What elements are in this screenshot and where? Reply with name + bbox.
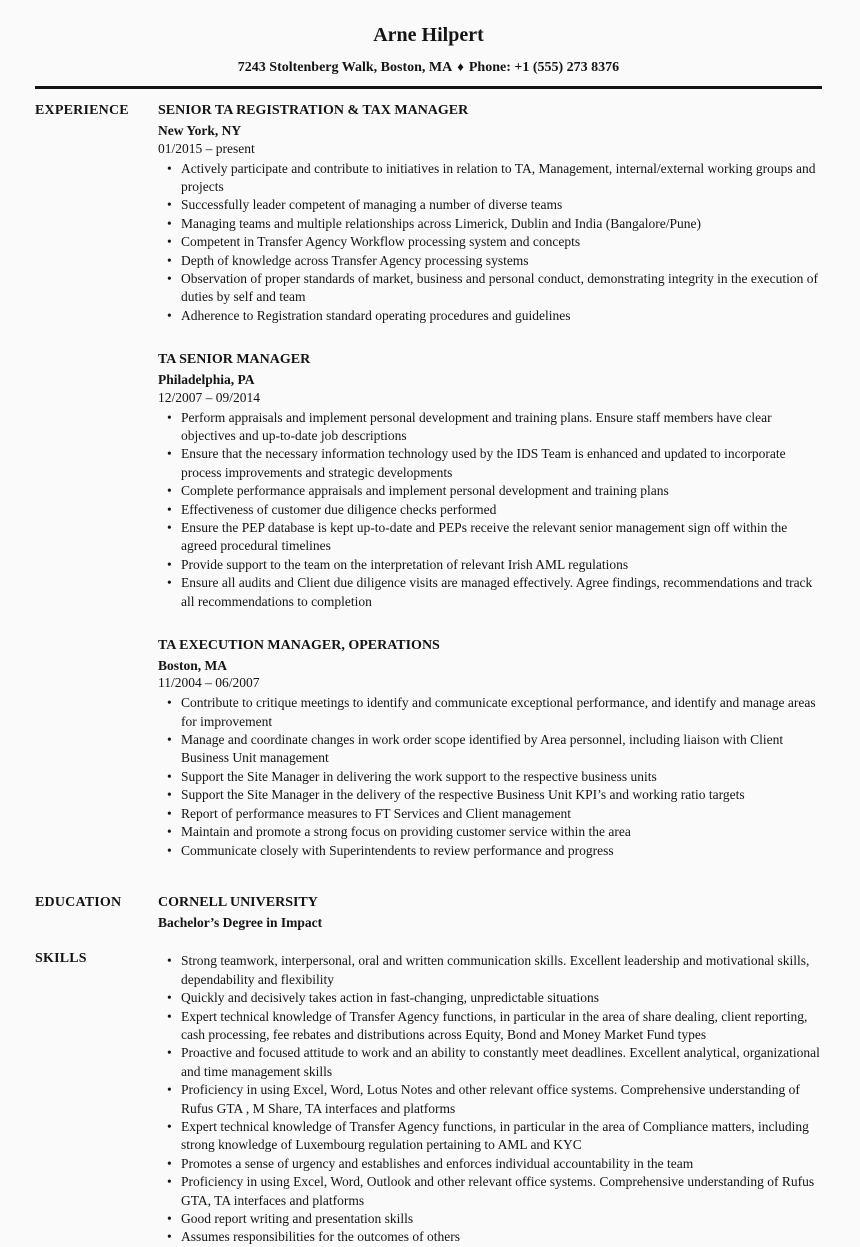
job-bullet-list [158, 694, 822, 860]
resume-header [35, 24, 822, 89]
contact-line [35, 60, 822, 75]
education-degree: Bachelor’s Degree in Impact [158, 915, 323, 931]
section-label-skills: SKILLS [35, 951, 87, 967]
experience-section [35, 102, 822, 860]
bullet-item: • Proficiency in using Excel, Word, Outlook and other relevant office systems. Comprehensive understanding of Rufus GTA, TA interfaces and platforms [158, 1173, 822, 1210]
skills-content [158, 950, 822, 1247]
job-entry [158, 102, 822, 325]
job-dates: 11/2004 – 06/2007 [158, 675, 260, 691]
bullet-item: • Depth of knowledge across Transfer Agency processing systems [158, 252, 822, 270]
person-name: Arne Hilpert [373, 24, 484, 46]
job-bullet-list [158, 160, 822, 326]
job-dates: 12/2007 – 09/2014 [158, 389, 261, 405]
bullet-item: • Perform appraisals and implement personal development and training plans. Ensure staff members have clear objectives and up-to-date job descriptions [158, 409, 822, 446]
job-title: SENIOR TA REGISTRATION & TAX MANAGER [158, 103, 469, 119]
job-location: Philadelphia, PA [158, 371, 255, 387]
bullet-item: • Promotes a sense of urgency and establishes and enforces individual accountability in the team [158, 1155, 822, 1173]
bullet-item: • Communicate closely with Superintendents to review performance and progress [158, 842, 822, 860]
bullet-item: • Successfully leader competent of managing a number of diverse teams [158, 196, 822, 214]
skills-bullet-list [158, 952, 822, 1247]
bullet-item: • Ensure that the necessary information technology used by the IDS Team is enhanced and updated to incorporate process improvements and strategic developments [158, 445, 822, 482]
job-dates: 01/2015 – present [158, 140, 255, 156]
bullet-item: • Managing teams and multiple relationships across Limerick, Dublin and India (Bangalore/Pune) [158, 215, 822, 233]
bullet-item: • Expert technical knowledge of Transfer Agency functions, in particular in the area of share dealing, client reporting, cash processing, fee rebates and distributions across Equity, Bond and Money Market Fund types [158, 1008, 822, 1045]
bullet-item: • Actively participate and contribute to initiatives in relation to TA, Management, internal/external working groups and projects [158, 160, 822, 197]
bullet-item: • Maintain and promote a strong focus on providing customer service within the area [158, 823, 822, 841]
bullet-item: • Ensure the PEP database is kept up-to-date and PEPs receive the relevant senior management sign off within the agreed procedural timelines [158, 519, 822, 556]
bullet-item: • Support the Site Manager in delivering the work support to the respective business units [158, 768, 822, 786]
education-content [158, 894, 822, 932]
diamond-separator-icon: ♦ [457, 59, 464, 74]
bullet-item: • Proficiency in using Excel, Word, Lotus Notes and other relevant office systems. Comprehensive understanding of Rufus GTA , M Share, TA interfaces and platforms [158, 1081, 822, 1118]
bullet-item: • Proactive and focused attitude to work and an ability to constantly meet deadlines. Excellent analytical, organizational and time management skills [158, 1044, 822, 1081]
bullet-item: • Manage and coordinate changes in work order scope identified by Area personnel, including liaison with Client Business Unit management [158, 731, 822, 768]
bullet-item: • Good report writing and presentation skills [158, 1210, 822, 1228]
skills-section [35, 950, 822, 1247]
job-bullet-list [158, 409, 822, 611]
bullet-item: • Expert technical knowledge of Transfer Agency functions, in particular in the area of Compliance matters, including strong knowledge of Luxembourg regulation pertaining to AML and KYC [158, 1118, 822, 1155]
bullet-item: • Complete performance appraisals and implement personal development and training plans [158, 482, 822, 500]
job-location: New York, NY [158, 122, 242, 138]
bullet-item: • Strong teamwork, interpersonal, oral and written communication skills. Excellent leadership and motivational skills, dependability and flexibility [158, 952, 822, 989]
bullet-item: • Observation of proper standards of market, business and personal conduct, demonstrating integrity in the execution of duties by self and team [158, 270, 822, 307]
education-section [35, 894, 822, 932]
contact-phone: Phone: +1 (555) 273 8376 [468, 60, 620, 75]
bullet-item: • Report of performance measures to FT Services and Client management [158, 805, 822, 823]
experience-content [158, 102, 822, 860]
bullet-item: • Contribute to critique meetings to identify and communicate exceptional performance, and identify and manage areas for improvement [158, 694, 822, 731]
job-entry [158, 351, 822, 611]
job-title: TA SENIOR MANAGER [158, 352, 311, 368]
job-entry [158, 637, 822, 860]
section-label-experience: EXPERIENCE [35, 103, 129, 119]
bullet-item: • Quickly and decisively takes action in fast-changing, unpredictable situations [158, 989, 822, 1007]
bullet-item: • Competent in Transfer Agency Workflow processing system and concepts [158, 233, 822, 251]
education-school: CORNELL UNIVERSITY [158, 894, 318, 910]
bullet-item: • Effectiveness of customer due diligence checks performed [158, 501, 822, 519]
bullet-item: • Assumes responsibilities for the outcomes of others [158, 1228, 822, 1246]
job-title: TA EXECUTION MANAGER, OPERATIONS [158, 638, 440, 654]
bullet-item: • Adherence to Registration standard operating procedures and guidelines [158, 307, 822, 325]
header-divider [35, 86, 822, 89]
contact-address: 7243 Stoltenberg Walk, Boston, MA [237, 60, 453, 75]
job-location: Boston, MA [158, 657, 228, 673]
bullet-item: • Provide support to the team on the interpretation of relevant Irish AML regulations [158, 556, 822, 574]
bullet-item: • Support the Site Manager in the delivery of the respective Business Unit KPI’s and working ratio targets [158, 786, 822, 804]
section-label-education: EDUCATION [35, 894, 122, 910]
bullet-item: • Ensure all audits and Client due diligence visits are managed effectively. Agree findings, recommendations and track all recommendations to completion [158, 574, 822, 611]
